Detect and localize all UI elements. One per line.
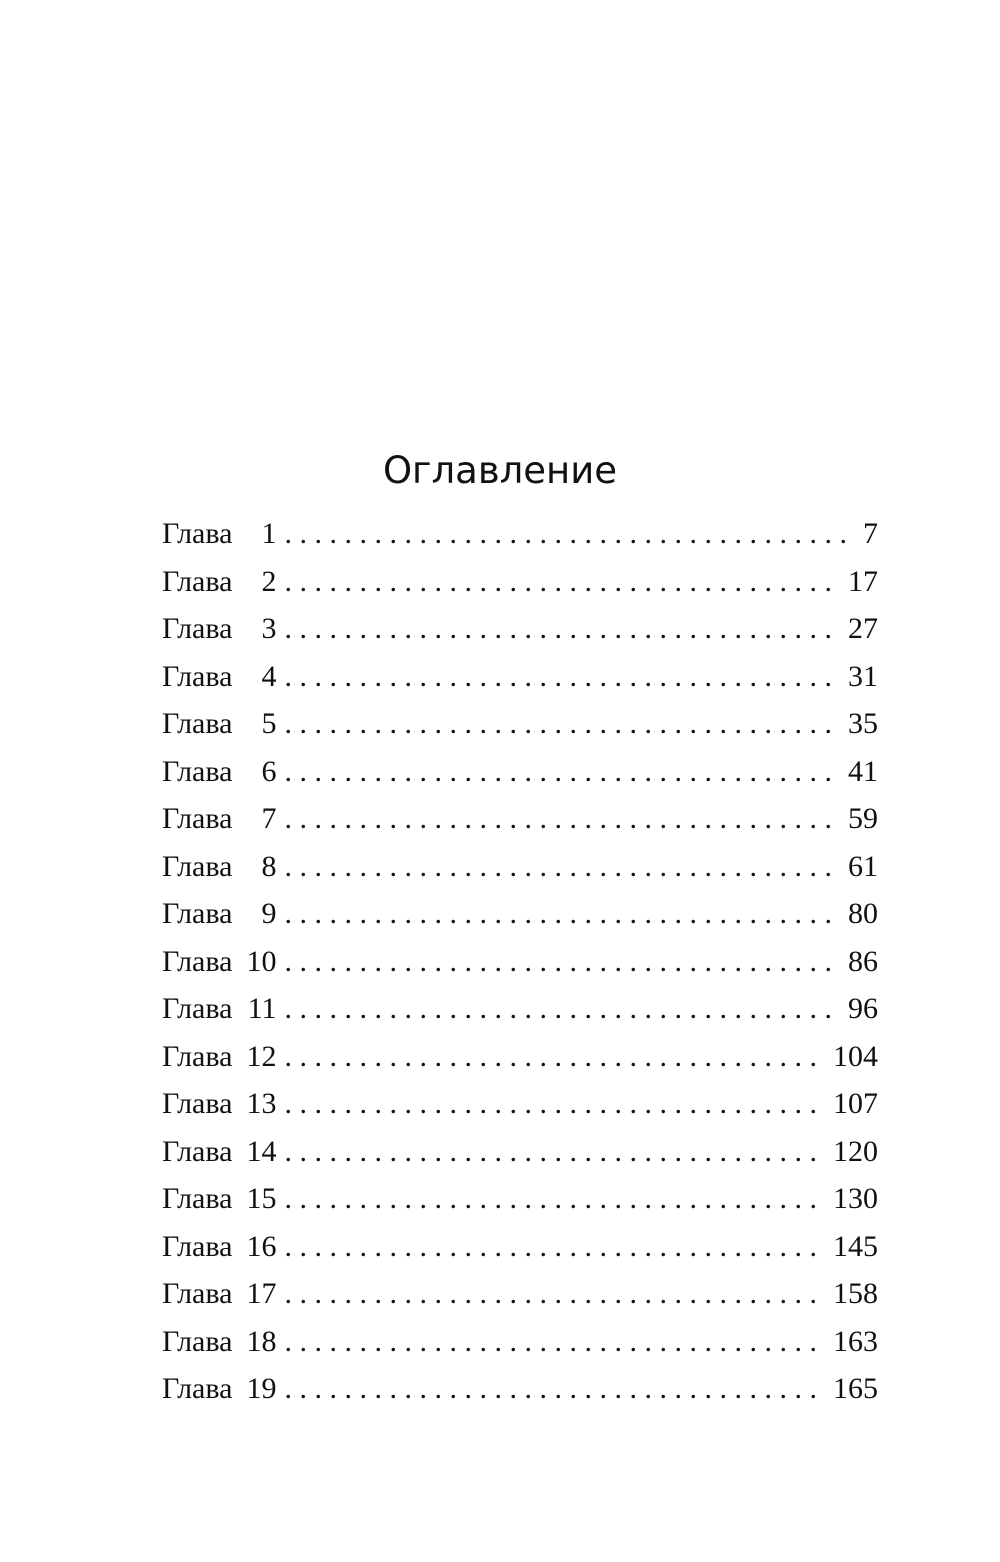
dot-leader bbox=[284, 1318, 823, 1366]
dot-leader bbox=[284, 1128, 823, 1176]
toc-entry[interactable] bbox=[162, 985, 878, 1033]
toc-entry-number: 2 bbox=[261, 564, 277, 598]
dot-leader bbox=[284, 985, 838, 1033]
toc-entry-page: 165 bbox=[833, 1372, 878, 1405]
toc-entry-page: 130 bbox=[833, 1182, 878, 1215]
toc-entry[interactable] bbox=[162, 1033, 878, 1081]
toc-entry[interactable] bbox=[162, 748, 878, 796]
toc-entry[interactable] bbox=[162, 890, 878, 938]
toc-entry-label: Глава bbox=[162, 1277, 233, 1310]
toc-entry-number: 6 bbox=[261, 754, 277, 788]
toc-entry-label: Глава bbox=[162, 849, 233, 883]
toc-entry-label: Глава bbox=[162, 802, 233, 835]
dot-leader bbox=[284, 510, 853, 558]
toc-entry-page: 27 bbox=[848, 612, 878, 645]
toc-entry-page: 80 bbox=[848, 897, 878, 930]
toc-entry-number: 15 bbox=[246, 1182, 277, 1215]
toc-entry-label: Глава bbox=[162, 1324, 233, 1358]
toc-entry-number: 9 bbox=[261, 897, 277, 930]
toc-entry[interactable] bbox=[162, 1175, 878, 1223]
toc-entry[interactable] bbox=[162, 1318, 878, 1366]
toc-entry-number: 13 bbox=[246, 1087, 277, 1120]
toc-entry-label: Глава bbox=[162, 707, 233, 740]
toc-entry-page: 35 bbox=[848, 707, 878, 740]
toc-entry-label: Глава bbox=[162, 897, 233, 930]
toc-entry-page: 86 bbox=[848, 944, 878, 978]
dot-leader bbox=[284, 1080, 823, 1128]
toc-entry-page: 61 bbox=[848, 849, 878, 883]
toc-entry[interactable] bbox=[162, 795, 878, 843]
toc-entry[interactable] bbox=[162, 938, 878, 986]
toc-entry-page: 17 bbox=[848, 564, 878, 598]
toc-entry-page: 59 bbox=[848, 802, 878, 835]
toc-entry[interactable] bbox=[162, 1080, 878, 1128]
toc-entry[interactable] bbox=[162, 558, 878, 606]
toc-entry-number: 12 bbox=[246, 1039, 277, 1073]
toc-entry-number: 19 bbox=[246, 1372, 277, 1405]
toc-entry-page: 31 bbox=[848, 659, 878, 693]
dot-leader bbox=[284, 748, 838, 796]
dot-leader bbox=[284, 890, 838, 938]
toc-entry-number: 4 bbox=[261, 659, 277, 693]
toc-entry-page: 96 bbox=[848, 992, 878, 1025]
table-of-contents bbox=[162, 510, 878, 1413]
toc-entry-page: 158 bbox=[833, 1277, 878, 1310]
toc-entry-number: 8 bbox=[261, 849, 277, 883]
dot-leader bbox=[284, 558, 838, 606]
toc-entry-number: 10 bbox=[246, 944, 277, 978]
dot-leader bbox=[284, 1033, 823, 1081]
toc-entry-label: Глава bbox=[162, 992, 233, 1025]
toc-entry-page: 145 bbox=[833, 1229, 878, 1263]
toc-entry[interactable] bbox=[162, 843, 878, 891]
toc-entry-label: Глава bbox=[162, 659, 233, 693]
toc-entry[interactable] bbox=[162, 510, 878, 558]
toc-entry-page: 163 bbox=[833, 1324, 878, 1358]
toc-entry[interactable] bbox=[162, 1365, 878, 1413]
dot-leader bbox=[284, 795, 838, 843]
toc-entry[interactable] bbox=[162, 1128, 878, 1176]
dot-leader bbox=[284, 1223, 823, 1271]
dot-leader bbox=[284, 605, 838, 653]
dot-leader bbox=[284, 1175, 823, 1223]
toc-entry-label: Глава bbox=[162, 1087, 233, 1120]
dot-leader bbox=[284, 1270, 823, 1318]
toc-entry-number: 7 bbox=[261, 802, 277, 835]
toc-entry-label: Глава bbox=[162, 1229, 233, 1263]
toc-entry-page: 107 bbox=[833, 1087, 878, 1120]
toc-entry-label: Глава bbox=[162, 1039, 233, 1073]
toc-entry-label: Глава bbox=[162, 754, 233, 788]
page-title: Оглавление bbox=[382, 449, 618, 492]
toc-entry-page: 104 bbox=[833, 1039, 878, 1073]
toc-entry-label: Глава bbox=[162, 517, 233, 550]
dot-leader bbox=[284, 938, 838, 986]
toc-entry-label: Глава bbox=[162, 1134, 233, 1168]
toc-entry-number: 11 bbox=[247, 992, 277, 1025]
toc-entry-number: 5 bbox=[261, 707, 277, 740]
toc-entry[interactable] bbox=[162, 605, 878, 653]
dot-leader bbox=[284, 1365, 823, 1413]
toc-entry-page: 7 bbox=[863, 517, 878, 550]
dot-leader bbox=[284, 700, 838, 748]
toc-entry-number: 17 bbox=[246, 1277, 277, 1310]
toc-entry-page: 41 bbox=[848, 754, 878, 788]
toc-entry-number: 1 bbox=[261, 517, 277, 550]
toc-entry-page: 120 bbox=[833, 1134, 878, 1168]
toc-entry[interactable] bbox=[162, 653, 878, 701]
toc-entry-label: Глава bbox=[162, 612, 233, 645]
toc-entry[interactable] bbox=[162, 700, 878, 748]
toc-entry-label: Глава bbox=[162, 564, 233, 598]
toc-entry-label: Глава bbox=[162, 944, 233, 978]
toc-entry[interactable] bbox=[162, 1223, 878, 1271]
toc-entry-number: 3 bbox=[261, 612, 277, 645]
dot-leader bbox=[284, 843, 838, 891]
toc-entry-number: 14 bbox=[246, 1134, 277, 1168]
toc-entry-label: Глава bbox=[162, 1182, 233, 1215]
toc-entry-number: 16 bbox=[246, 1229, 277, 1263]
toc-entry-label: Глава bbox=[162, 1372, 233, 1405]
toc-entry[interactable] bbox=[162, 1270, 878, 1318]
dot-leader bbox=[284, 653, 838, 701]
toc-entry-number: 18 bbox=[246, 1324, 277, 1358]
